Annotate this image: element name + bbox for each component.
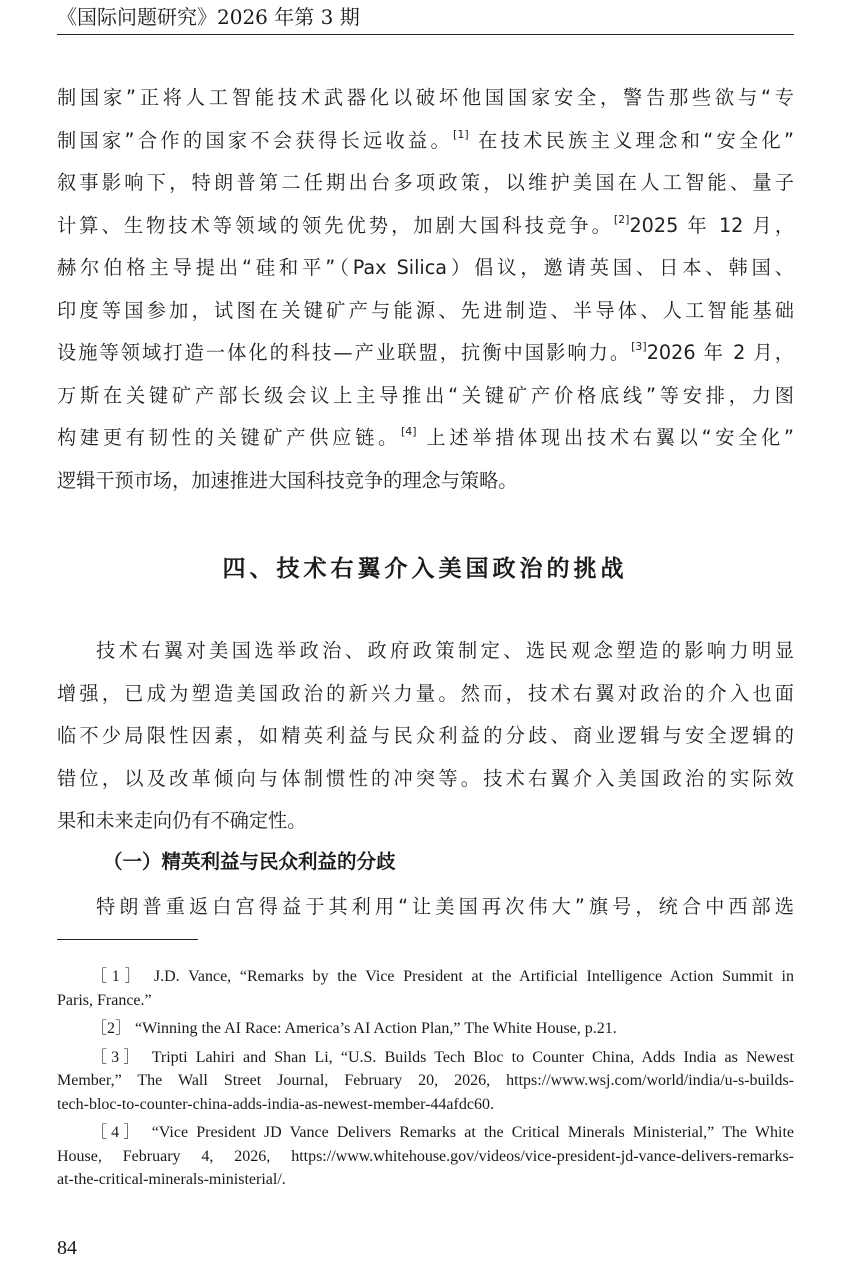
text-line: 制国家”正将人工智能技术武器化以破坏他国国家安全，警告那些欲与“专 bbox=[57, 86, 794, 109]
footnote-ref-2[interactable]: [2] bbox=[613, 212, 630, 226]
footnote-ref-3[interactable]: [3] bbox=[631, 340, 647, 353]
text-line: 设施等领域打造一体化的科技—产业联盟，抗衡中国影响力。[3]2026 年 2 月， bbox=[57, 340, 794, 364]
text-line: 逻辑干预市场，加速推进大国科技竞争的理念与策略。 bbox=[57, 468, 518, 492]
paragraph-3 bbox=[57, 886, 794, 929]
text-line: 叙事影响下，特朗普第二任期出台多项政策，以维护美国在人工智能、量子 bbox=[57, 171, 794, 194]
text-line: 技术右翼对美国选举政治、政府政策制定、选民观念塑造的影响力明显 bbox=[96, 639, 794, 662]
page-number: 84 bbox=[57, 1237, 77, 1259]
footnotes bbox=[57, 965, 794, 1197]
text-line: 增强，已成为塑造美国政治的新兴力量。然而，技术右翼对政治的介入也面 bbox=[57, 681, 794, 705]
text-line: 赫尔伯格主导提出“硅和平”（Pax Silica）倡议，邀请英国、日本、韩国、 bbox=[57, 256, 794, 279]
footnote-ref-4[interactable]: [4] bbox=[400, 425, 417, 438]
subsection-title: （一）精英利益与民众利益的分歧 bbox=[103, 850, 396, 873]
text-line: 制国家”合作的国家不会获得长远收益。[1] 在技术民族主义理念和“安全化” bbox=[57, 127, 794, 152]
section-title: 四、技术右翼介入美国政治的挑战 bbox=[222, 555, 628, 582]
text-line: 计算、生物技术等领域的领先优势，加剧大国科技竞争。[2]2025 年 12 月， bbox=[57, 212, 794, 237]
text-line: 临不少局限性因素，如精英利益与民众利益的分歧、商业逻辑与安全逻辑的 bbox=[57, 724, 794, 747]
text-line: 印度等国参加，试图在关键矿产与能源、先进制造、半导体、人工智能基础 bbox=[57, 298, 794, 322]
footnote-ref-1[interactable]: [1] bbox=[453, 127, 469, 141]
text-line: 万斯在关键矿产部长级会议上主导推出“关键矿产价格底线”等安排，力图 bbox=[57, 383, 794, 407]
footnote-divider bbox=[57, 939, 198, 940]
text-line: 构建更有韧性的关键矿产供应链。[4] 上述举措体现出技术右翼以“安全化” bbox=[57, 425, 794, 449]
text-line: 错位，以及改革倾向与体制惯性的冲突等。技术右翼介入美国政治的实际效 bbox=[57, 766, 794, 790]
text-line: 特朗普重返白宫得益于其利用“让美国再次伟大”旗号，统合中西部选 bbox=[96, 895, 794, 918]
footnote-3: ［3］ Tripti Lahiri and Shan Li, “U.S. Builds Tech Bloc to Counter China, Adds India as Newest Member,” The Wall Street Journal, February 20, 2026, https://www.wsj.com/world/india/u-s-builds- tech-bloc-to-counter-china-adds-india-as-newest-member-44afdc60. bbox=[57, 1048, 794, 1113]
paragraph-1 bbox=[57, 77, 794, 502]
footnote-4: ［4］ “Vice President JD Vance Delivers Remarks at the Critical Minerals Ministerial,” The White House, February 4, 2026, https://www.whitehouse.gov/videos/vice-president-jd-vance-delivers-remarks- at-the-critical-minerals-ministerial/. bbox=[57, 1124, 794, 1188]
text-line: 果和未来走向仍有不确定性。 bbox=[57, 809, 307, 832]
footnote-1: ［1］ J.D. Vance, “Remarks by the Vice President at the Artificial Intelligence Action Summit in Paris, France.” bbox=[57, 968, 794, 1009]
paragraph-2 bbox=[57, 630, 794, 843]
journal-header: 《国际问题研究》2026 年第 3 期 bbox=[57, 3, 794, 35]
footnote-2: ［2］ “Winning the AI Race: America’s AI Action Plan,” The White House, p.21. bbox=[91, 1020, 617, 1037]
